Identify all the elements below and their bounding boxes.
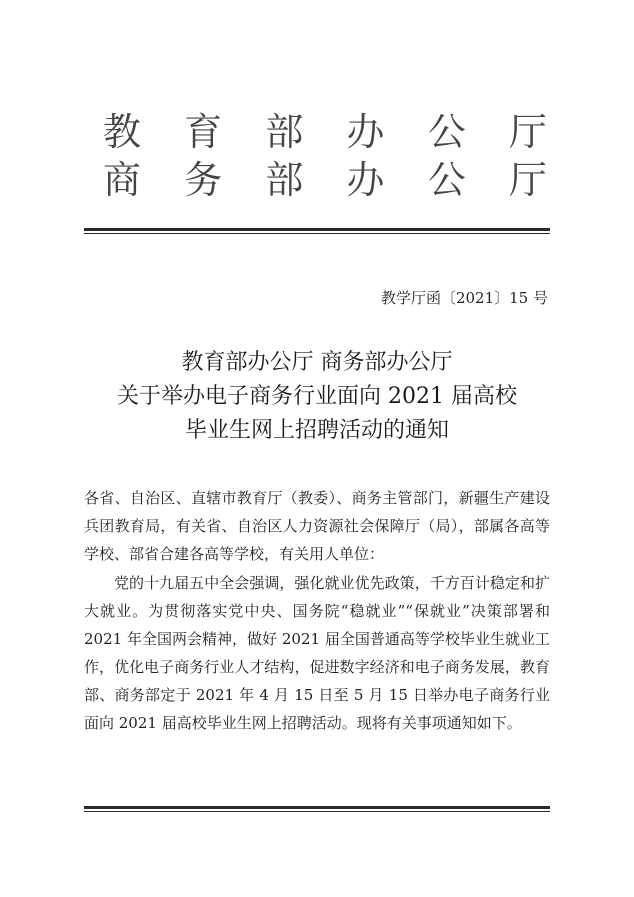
issuer-char: 办 (346, 158, 385, 202)
issuer-char: 办 (346, 110, 385, 154)
issuer-char: 商 (102, 158, 141, 202)
body-paragraph: 党的十九届五中全会强调，强化就业优先政策，千方百计稳定和扩大就业。为贯彻落实党中央、国务院“稳就业”“保就业”决策部署和 2021 年全国两会精神，做好 2021 届全国普通高等学校毕业生就业工作，优化电子商务行业人才结构，促进数字经济和电子商务发展，教育部、商务部定于 2021 年 4 月 15 日至 5 月 15 日举办电子商务行业面向 2021 届高校毕业生网上招聘活动。现将有关事项通知如下。 (84, 574, 550, 732)
issuer-char: 部 (265, 110, 304, 154)
title-line: 毕业生网上招聘活动的通知 (184, 418, 449, 443)
issuer-char: 公 (427, 158, 466, 202)
addressee: 各省、自治区、直辖市教育厅（教委）、商务主管部门，新疆生产建设兵团教育局，有关省、自治区人力资源社会保障厅（局），部属各高等学校、部省合建各高等学校，有关用人单位： (84, 489, 550, 563)
issuer-line-mofcom (100, 156, 550, 204)
issuer-char: 育 (184, 110, 223, 154)
issuer-char: 厅 (508, 110, 547, 154)
footer-divider (84, 806, 550, 812)
issuer-line-moe (100, 108, 550, 156)
title-line: 关于举办电子商务行业面向 2021 届高校 (117, 384, 517, 409)
document-title (60, 346, 574, 448)
issuer-char: 公 (427, 110, 466, 154)
issuer-char: 厅 (508, 158, 547, 202)
issuer-char: 务 (184, 158, 223, 202)
issuer-char: 教 (102, 110, 141, 154)
header-divider (84, 228, 550, 234)
document-number: 教学厅函〔2021〕15 号 (380, 289, 548, 307)
title-line: 教育部办公厅 商务部办公厅 (181, 350, 453, 375)
issuing-authorities (100, 108, 550, 204)
issuer-char: 部 (265, 158, 304, 202)
